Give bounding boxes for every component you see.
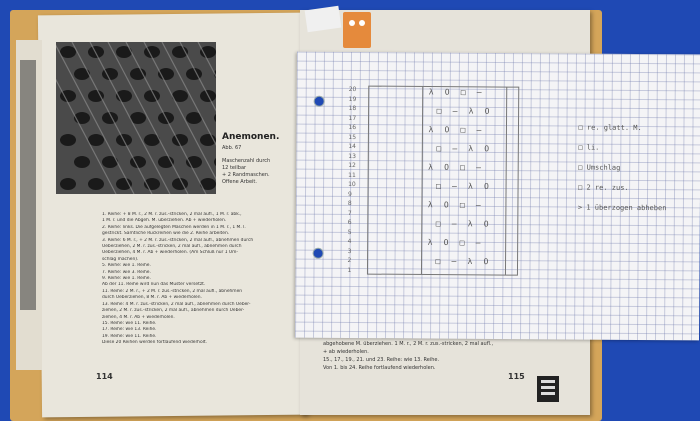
row-label: 17 xyxy=(348,114,357,122)
pattern-title: Anemonen. xyxy=(222,132,280,142)
instruction-line: 15. Reihe: wie 11. Reihe. xyxy=(102,320,157,326)
row-label: 1 xyxy=(347,266,352,274)
svg-text:λ: λ xyxy=(428,87,434,97)
svg-text:O: O xyxy=(443,200,449,210)
svg-text:□: □ xyxy=(436,106,442,116)
instruction-line: 19. Reihe: wie 11. Reihe. xyxy=(102,333,157,339)
legend-item: □ 2 re. zus. xyxy=(578,183,629,192)
svg-text:□: □ xyxy=(436,143,442,154)
instruction-line: 3. Reihe: 6 M. r., + 2 M. r. zus.-stricken, 2 mal aufl., abnehmen durch xyxy=(102,237,254,243)
row-label: 8 xyxy=(347,199,352,207)
instruction-line: 7. Reihe: wie 3. Reihe. xyxy=(102,269,151,275)
side-caption xyxy=(222,158,270,186)
svg-text:—: — xyxy=(476,125,482,135)
svg-text:—: — xyxy=(476,87,482,97)
legend-item: □ Umschlag xyxy=(578,163,621,172)
owl-bookmark-sticker xyxy=(343,12,371,48)
svg-text:—: — xyxy=(452,181,457,191)
side-caption-line: Maschenzahl durch xyxy=(222,158,271,164)
instruction-line: schlag machen). xyxy=(102,256,139,262)
graph-paper-sheet xyxy=(295,52,700,341)
row-label: 19 xyxy=(348,95,357,103)
side-caption-line: Offene Arbeit. xyxy=(222,179,257,185)
instruction-line: Ab der 11. Reihe wird nun das Muster versetzt. xyxy=(102,282,206,288)
svg-text:—: — xyxy=(475,200,481,210)
publisher-logo xyxy=(537,376,559,402)
row-label: 10 xyxy=(348,180,356,189)
svg-text:□: □ xyxy=(460,162,466,172)
svg-text:λ: λ xyxy=(428,162,434,172)
row-label: 3 xyxy=(347,247,352,255)
legend-item: □ re. glatt. M. xyxy=(578,123,642,133)
right-page-bottom-text xyxy=(323,340,493,372)
svg-text:O: O xyxy=(444,125,450,135)
svg-text:□: □ xyxy=(435,256,441,266)
row-label: 16 xyxy=(348,123,357,132)
row-label: 2 xyxy=(347,256,352,264)
paper-tab xyxy=(305,6,342,33)
svg-text:O: O xyxy=(444,162,450,172)
svg-text:O: O xyxy=(484,106,490,116)
svg-text:λ: λ xyxy=(468,144,474,154)
row-label: 4 xyxy=(347,237,352,245)
svg-text:—: — xyxy=(451,256,457,266)
instruction-line: 11. Reihe: 2 M. r., + 2 M. r. zus.-stricken, 2 mal aufl., abnehmen xyxy=(102,288,243,294)
row-label: 12 xyxy=(348,161,356,170)
right-page-number: 115 xyxy=(508,372,525,381)
svg-text:O: O xyxy=(443,238,449,248)
bottom-text-line: + ab wiederholen. xyxy=(323,349,369,355)
row-label: 15 xyxy=(348,133,357,141)
svg-text:□: □ xyxy=(459,238,465,248)
row-label: 20 xyxy=(348,85,357,94)
svg-text:—: — xyxy=(476,163,482,173)
svg-text:O: O xyxy=(484,181,489,191)
instruction-line: Diese 20 Reihen werden fortlaufend wiederholt. xyxy=(102,340,207,346)
svg-text:—: — xyxy=(452,144,458,154)
left-page-number: 114 xyxy=(96,372,113,381)
svg-text:λ: λ xyxy=(467,219,473,229)
punch-hole-top xyxy=(314,96,325,107)
punch-hole-bottom xyxy=(313,248,324,259)
row-label: 7 xyxy=(347,209,352,217)
legend-item: > 1 überzogen abheben xyxy=(577,203,667,213)
row-label: 14 xyxy=(348,142,357,151)
instruction-line: 1. Reihe: + 8 M. r., 2 M. r. zus.-stricken, 2 mal aufl., 1 M. r. abk., xyxy=(102,212,242,217)
svg-text:—: — xyxy=(451,219,457,229)
side-caption-line: 12 teilbar xyxy=(222,165,247,171)
lace-sample-strip xyxy=(20,60,36,310)
instruction-line: 13. Reihe: 4 M. r. zus.-stricken, 2 mal aufl., abnehmen durch Ueber- xyxy=(102,301,251,307)
bottom-text-line: 15., 17., 19., 21. und 23. Reihe: wie 13. Reihe. xyxy=(323,357,440,363)
row-label: 11 xyxy=(348,171,356,179)
svg-text:—: — xyxy=(452,106,458,116)
instructions-text xyxy=(102,212,292,347)
svg-text:λ: λ xyxy=(467,256,473,267)
row-label: 5 xyxy=(347,228,352,236)
instruction-line: 5. Reihe: wie 1. Reihe. xyxy=(102,263,151,269)
row-label: 13 xyxy=(348,152,356,160)
bottom-text-line: Von 1. bis 24. Reihe fortlaufend wiederholen. xyxy=(323,365,436,371)
instruction-line: 17. Reihe: wie 13. Reihe. xyxy=(102,327,157,333)
bottom-text-line: abgehobene M. überziehen. 1 M. r., 2 M. r. zus.-stricken, 2 mal aufl., xyxy=(323,341,494,347)
instruction-line: durch Ueberziehen, 8 M. r. Ab + wiederholen. xyxy=(102,295,202,301)
svg-text:□: □ xyxy=(460,87,466,97)
instruction-line: Ueberziehen, 4 M. r. Ab + wiederholen. (Am Schluß nur 1 Um- xyxy=(102,250,238,256)
svg-text:—: — xyxy=(475,238,481,248)
instruction-line: gestrickt. Sämtliche Rückreihen wie die 2. Reihe arbeiten. xyxy=(102,231,230,237)
instruction-line: ziehen, 2 M. r. zus.-stricken, 2 mal aufl., abnehmen durch Ueber- xyxy=(102,308,245,314)
svg-text:O: O xyxy=(483,219,489,229)
svg-text:O: O xyxy=(483,257,489,267)
svg-text:O: O xyxy=(484,144,490,154)
side-caption-line: + 2 Randmaschen. xyxy=(222,172,270,178)
row-label: 18 xyxy=(348,104,357,113)
instruction-line: 2. Reihe: links. Die aufgelegten Maschen werden in 1 M. r., 1 M. l. xyxy=(102,224,246,230)
instruction-line: 9. Reihe: wie 1. Reihe. xyxy=(102,276,151,282)
svg-text:λ: λ xyxy=(468,106,474,116)
svg-text:□: □ xyxy=(460,125,466,135)
svg-text:λ: λ xyxy=(468,181,473,191)
lace-knitting-photo xyxy=(56,42,216,194)
instruction-line: 1 M. r. und die Abgeh. M. überziehen. Ab + wiederholen. xyxy=(102,218,227,224)
chart-sketch xyxy=(355,82,606,284)
row-label: 6 xyxy=(347,218,352,226)
svg-text:□: □ xyxy=(436,181,441,191)
svg-text:λ: λ xyxy=(427,237,433,247)
instruction-line: Ueberziehen, 2 M. r. zus.-stricken, 2 mal aufl., abnehmen durch xyxy=(102,244,242,250)
svg-text:□: □ xyxy=(435,219,441,229)
figure-label: Abb. 67 xyxy=(222,145,242,151)
svg-text:λ: λ xyxy=(428,125,434,135)
svg-text:□: □ xyxy=(459,200,465,210)
legend-item: □ li. xyxy=(578,143,600,152)
instruction-line: ziehen, 4 M. r. Ab + wiederholen. xyxy=(102,314,175,320)
svg-text:O: O xyxy=(444,87,450,97)
row-label: 9 xyxy=(347,190,352,198)
svg-text:λ: λ xyxy=(427,200,433,210)
